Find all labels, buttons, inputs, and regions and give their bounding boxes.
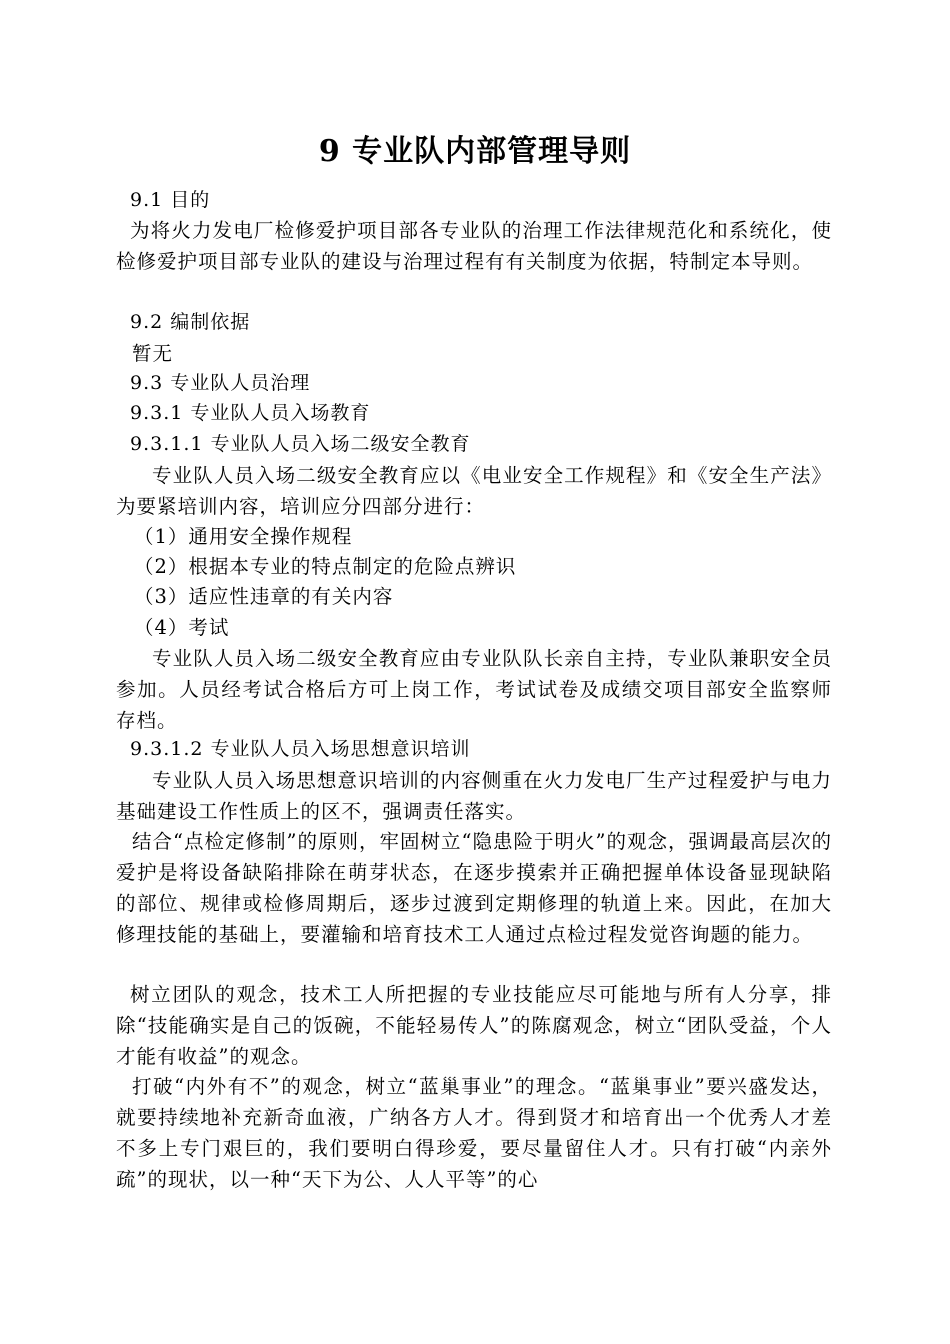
paragraph-education-host <box>116 643 832 736</box>
paragraph-none <box>116 338 832 369</box>
paragraph-spot-check <box>116 826 832 950</box>
list-item-text: （4）考试 <box>134 616 230 639</box>
list-item-2 <box>116 551 832 582</box>
paragraph-purpose <box>116 215 832 277</box>
heading-text: 9.3 专业队人员治理 <box>130 372 311 394</box>
heading-text: 9.2 编制依据 <box>130 311 251 333</box>
paragraph-text: 打破“内外有不”的观念，树立“蓝巢事业”的理念。“蓝巢事业”要兴盛发达，就要持续地补充新奇血液，广纳各方人才。得到贤才和培育出一个优秀人才差不多上专门艰巨的，我们要明白得珍爱，要尽量留住人才。只有打破“内亲外疏”的现状，以一种“天下为公、人人平等”的心 <box>116 1075 832 1191</box>
paragraph-text: 为将火力发电厂检修爱护项目部各专业队的治理工作法律规范化和系统化，使检修爱护项目部专业队的建设与治理过程有有关制度为依据，特制定本导则。 <box>116 219 832 273</box>
list-item-text: （1）通用安全操作规程 <box>134 525 353 548</box>
section-heading-9-3-1-2 <box>116 734 832 765</box>
paragraph-text: 树立团队的观念，技术工人所把握的专业技能应尽可能地与所有人分享，排除“技能确实是自己的饭碗，不能轻易传人”的陈腐观念，树立“团队受益，个人才能有收益”的观念。 <box>116 983 832 1068</box>
list-item-1 <box>116 521 832 552</box>
section-heading-9-1 <box>116 185 832 216</box>
paragraph-ideology-training <box>116 765 832 827</box>
paragraph-text: 专业队人员入场二级安全教育应由专业队队长亲自主持，专业队兼职安全员参加。人员经考试合格后方可上岗工作，考试试卷及成绩交项目部安全监察师存档。 <box>116 647 832 732</box>
list-item-3 <box>116 581 832 612</box>
paragraph-safety-education <box>116 460 832 522</box>
paragraph-text: 专业队人员入场思想意识培训的内容侧重在火力发电厂生产过程爱护与电力基础建设工作性质上的区不，强调责任落实。 <box>116 769 832 823</box>
heading-text: 9.3.1 专业队人员入场教育 <box>130 402 371 424</box>
paragraph-text: 专业队人员入场二级安全教育应以《电业安全工作规程》和《安全生产法》为要紧培训内容，培训应分四部分进行： <box>116 464 832 518</box>
heading-text: 9.1 目的 <box>130 189 211 211</box>
heading-text: 9.3.1.1 专业队人员入场二级安全教育 <box>130 433 471 455</box>
paragraph-lanchao-career <box>116 1071 832 1195</box>
section-heading-9-3-1 <box>116 398 832 429</box>
paragraph-team-concept <box>116 979 832 1072</box>
list-item-text: （3）适应性违章的有关内容 <box>134 585 394 608</box>
section-heading-9-3-1-1 <box>116 429 832 460</box>
page-title: 9 专业队内部管理导则 <box>318 134 632 169</box>
heading-text: 9.3.1.2 专业队人员入场思想意识培训 <box>130 738 471 760</box>
list-item-4 <box>116 612 832 643</box>
section-heading-9-2 <box>116 307 832 338</box>
paragraph-text: 暂无 <box>132 342 174 365</box>
list-item-text: （2）根据本专业的特点制定的危险点辨识 <box>134 555 517 578</box>
section-heading-9-3 <box>116 368 832 399</box>
paragraph-text: 结合“点检定修制”的原则，牢固树立“隐患险于明火”的观念，强调最高层次的爱护是将设备缺陷排除在萌芽状态，在逐步摸索并正确把握单体设备显现缺陷的部位、规律或检修周期后，逐步过渡到定期修理的轨道上来。因此，在加大修理技能的基础上，要灌输和培育技术工人通过点检过程发觉咨询题的能力。 <box>116 830 832 946</box>
